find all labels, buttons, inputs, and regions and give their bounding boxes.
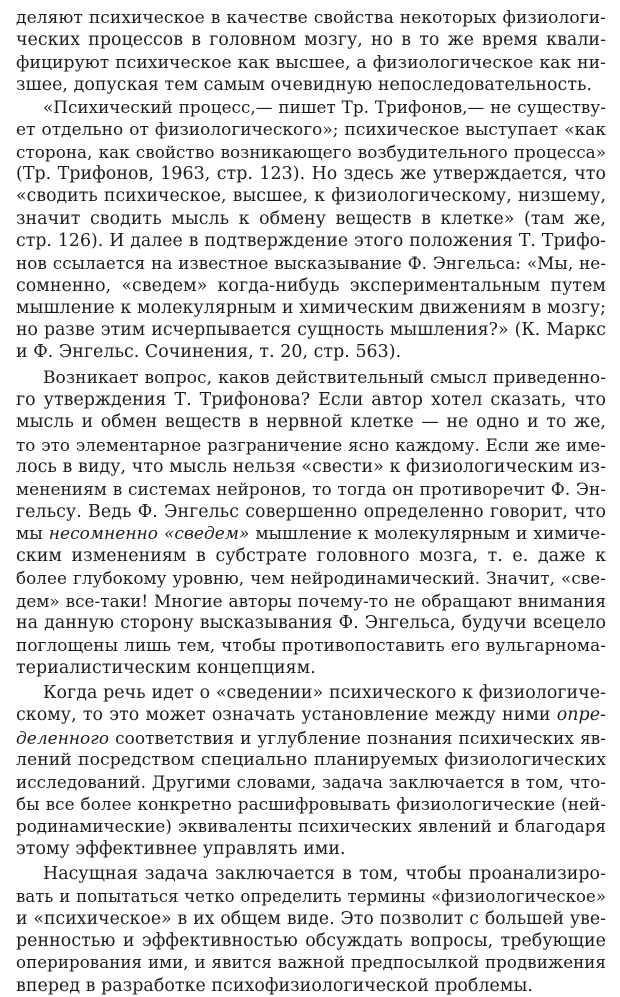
text-line: зшее, допуская тем самым очевидную непоследовательность.: [16, 74, 593, 95]
paragraph-2: [16, 96, 606, 364]
text-line: «сводить психическое, высшее, к физиологическому, низшему,: [16, 186, 606, 207]
text-line: лось в виду, что мысль нельзя «свести» к физиологическим из-: [16, 456, 606, 477]
emphasis-text: деленного: [16, 727, 110, 748]
text-line: значит сводить мысль к обмену веществ в клетке» (там же,: [16, 208, 606, 229]
text-line: «Психический процесс,— пишет Тр. Трифонов,— не существу-: [43, 97, 606, 118]
paragraph-3: [16, 367, 606, 679]
text-line: го утверждения Т. Трифонова? Если автор хотел сказать, что: [16, 390, 606, 411]
text-line: этому эффективнее управлять ими.: [16, 838, 346, 859]
text-line: и «психическое» в их общем виде. Это позволит с большей уве-: [16, 908, 606, 929]
paragraph-5: [16, 863, 606, 997]
text-line: то это элементарное разграничение ясно каждому. Если же име-: [16, 434, 606, 455]
text-line: дем» все-таки! Многие авторы почему-то не обращают внимания: [16, 590, 606, 611]
text-line: оперирования ими, и явится важной предпосылкой продвижения: [16, 953, 606, 973]
text-line: (Тр. Трифонов, 1963, стр. 123). Но здесь же утверждается, что: [16, 164, 606, 185]
text-line: мысль и обмен веществ в нервной клетке — не одно и то же,: [16, 412, 606, 433]
text-line: нов ссылается на известное высказывание Ф. Энгельса: «Мы, не-: [16, 253, 606, 274]
text-line: более глубокому уровню, чем нейродинамический. Значит, «све-: [16, 568, 606, 589]
text-line: ческих процессов в головном мозгу, но в то же время квали-: [16, 30, 606, 51]
text-line: лений посредством специально планируемых физиологических: [16, 749, 606, 770]
text-line: мы несомненно «сведем» мышление к молекулярным и химиче-: [16, 523, 606, 544]
text-line: ским изменениям в субстрате головного мозга, т. е. даже к: [16, 546, 606, 567]
text-line: териалистическим концепциям.: [16, 657, 316, 678]
text-line: мышление к молекулярным и химическим движениям в мозгу;: [16, 297, 606, 318]
text-line: деляют психическое в качестве свойства некоторых физиологи-: [16, 8, 606, 28]
text-line: стр. 126). И далее в подтверждение этого положения Т. Трифо-: [16, 230, 606, 251]
paragraph-4: [16, 682, 606, 860]
text-line: деленного соответствия и углубление познания психических яв-: [16, 727, 606, 748]
text-line: ет отдельно от физиологического»; психическое выступает «как: [16, 119, 606, 140]
emphasis-text: несомненно «сведем»: [48, 523, 250, 544]
text-line: Когда речь идет о «сведении» психического к физиологиче-: [43, 682, 606, 703]
text-line: вать и попытаться четко определить термины «физиологическое»: [16, 886, 606, 906]
text-line: скому, то это может означать установление между ними опре-: [16, 705, 606, 726]
emphasis-text: опре-: [556, 705, 606, 726]
text-line: Возникает вопрос, каков действительный смысл приведенно-: [43, 367, 606, 388]
text-line: менениям в системах нейронов, то тогда он противоречит Ф. Эн-: [16, 479, 606, 500]
text-line: вперед в разработке психофизиологической проблемы.: [16, 975, 533, 996]
text-line: сомненно, «сведем» когда-нибудь экспериментальным путем: [16, 275, 606, 296]
text-line: исследований. Другими словами, задача заключается в том, что-: [16, 772, 606, 793]
text-line: ренностью и эффективностью обсуждать вопросы, требующие: [16, 931, 606, 952]
text-line: на данную сторону высказывания Ф. Энгельса, будучи всецело: [16, 613, 606, 634]
text-line: бы все более конкретно расшифровывать физиологические (ней-: [16, 794, 606, 815]
text-line: но разве этим исчерпывается сущность мышления?» (К. Маркс: [16, 320, 606, 341]
paragraph-1: [16, 7, 606, 96]
text-line: сторона, как свойство возникающего возбудительного процесса»: [16, 141, 606, 162]
text-line: фицируют психическое как высшее, а физиологическое как ни-: [16, 52, 606, 73]
text-line: родинамические) эквиваленты психических явлений и благодаря: [16, 816, 606, 836]
text-line: и Ф. Энгельс. Сочинения, т. 20, стр. 563).: [16, 342, 402, 363]
text-line: Насущная задача заключается в том, чтобы проанализиро-: [43, 864, 606, 885]
text-line: гельсу. Ведь Ф. Энгельс совершенно определенно говорит, что: [16, 501, 606, 522]
text-line: поглощены лишь тем, чтобы противопоставить его вульгарнома-: [16, 635, 606, 656]
